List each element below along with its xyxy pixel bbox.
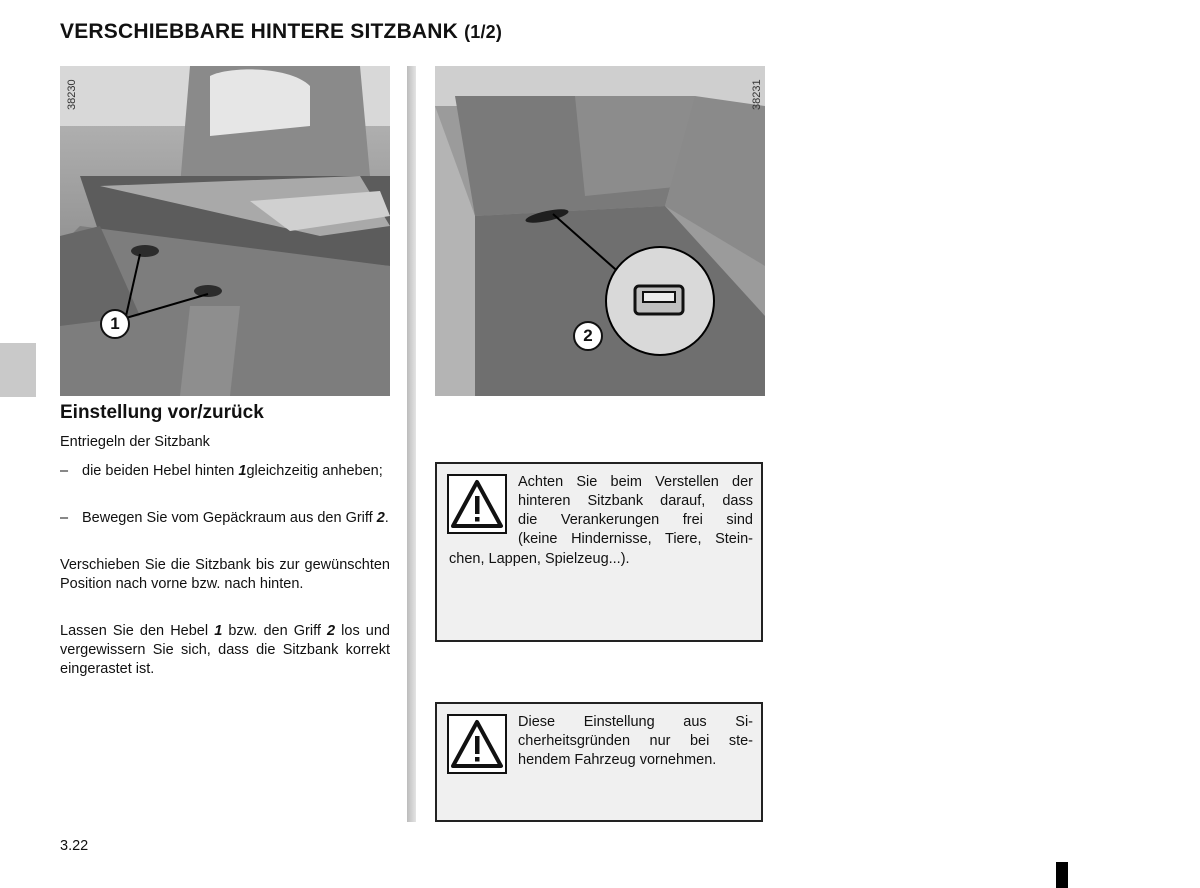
paragraph <box>60 622 390 679</box>
text: bzw. den Griff <box>222 623 327 639</box>
figure-code: 38231 <box>751 79 763 110</box>
trunk-illustration <box>435 66 765 396</box>
ref-number: 1 <box>214 623 223 639</box>
list-text <box>82 462 390 481</box>
warning-box <box>435 462 763 642</box>
warning-line: (keine Hindernisse, Tiere, Stein- <box>518 531 753 547</box>
list-dash: – <box>60 463 69 479</box>
warning-line: hinteren Sitzbank darauf, dass <box>518 493 753 509</box>
warning-line: chen, Lappen, Spielzeug...). <box>449 551 630 567</box>
text: gleichzeitig anheben; <box>246 463 383 479</box>
text: los und vergewissern Sie sich, dass die Sitzbank korrekt eingerastet ist. <box>60 623 391 677</box>
rear-seat-illustration <box>60 66 390 396</box>
page-number: 3.22 <box>60 838 89 854</box>
warning-line: hendem Fahrzeug vornehmen. <box>518 752 717 768</box>
page-title <box>60 20 502 44</box>
warning-triangle-icon <box>447 714 507 774</box>
title-part: (1/2) <box>464 22 503 42</box>
text: Lassen Sie den Hebel <box>60 623 215 639</box>
text: Bewegen Sie vom Gepäckraum aus den Griff <box>82 510 377 526</box>
title-text: VERSCHIEBBARE HINTERE SITZBANK <box>60 20 459 43</box>
list-item <box>60 509 390 528</box>
ref-number: 1 <box>238 463 247 479</box>
chapter-tab <box>0 343 36 397</box>
ref-number: 2 <box>376 510 385 526</box>
warning-line: die Verankerungen frei sind <box>518 512 753 528</box>
warning-box <box>435 702 763 822</box>
rear-seat-photo <box>60 66 390 396</box>
paragraph: Verschieben Sie die Sitzbank bis zur gewünschten Position nach vorne bzw. nach hinten. <box>60 557 390 592</box>
ref-number: 2 <box>327 623 336 639</box>
figure-code: 38230 <box>66 79 78 110</box>
warning-line: Achten Sie beim Verstellen der <box>518 474 753 490</box>
list-dash: – <box>60 510 69 526</box>
list-item <box>60 462 390 481</box>
page-edge-marker <box>1056 862 1068 888</box>
callout-2: 2 <box>573 321 603 351</box>
warning-triangle-icon <box>447 474 507 534</box>
column-divider <box>407 66 416 822</box>
intro-text: Entriegeln der Sitzbank <box>60 434 210 450</box>
text: . <box>384 510 389 526</box>
callout-1: 1 <box>100 309 130 339</box>
text: die beiden Hebel hinten <box>82 463 239 479</box>
trunk-photo <box>435 66 765 396</box>
warning-line: Diese Einstellung aus Si- <box>518 714 753 730</box>
warning-line: cherheitsgründen nur bei ste- <box>518 733 753 749</box>
list-text <box>82 509 390 528</box>
section-heading: Einstellung vor/zurück <box>60 402 264 423</box>
